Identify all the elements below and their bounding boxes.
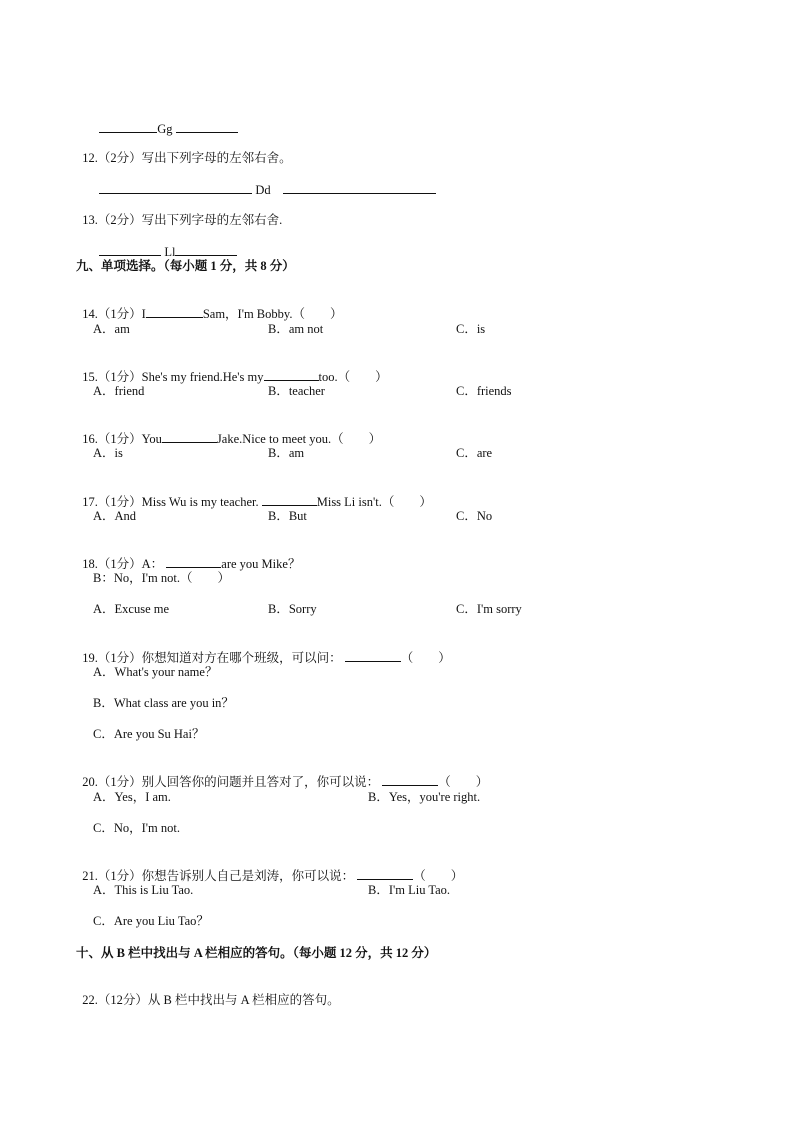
- answer-blank[interactable]: [99, 243, 161, 256]
- question-number: 14.: [82, 307, 98, 321]
- answer-blank[interactable]: [99, 120, 157, 133]
- option-c[interactable]: C．I'm sorry: [456, 602, 522, 616]
- option-b[interactable]: B．am: [268, 446, 305, 460]
- answer-blank[interactable]: [176, 120, 238, 133]
- q21-stem: [76, 851, 463, 884]
- question-score: （12分）: [97, 993, 148, 1007]
- question-text: （ ）: [438, 775, 489, 789]
- question-text: too.（ ）: [318, 370, 388, 384]
- q17-stem: [76, 477, 432, 510]
- q16-stem: [76, 414, 381, 447]
- option-b[interactable]: B．But: [268, 509, 307, 523]
- q18-second-line: B：No，I'm not.（ ）: [93, 571, 230, 585]
- answer-blank[interactable]: [99, 181, 252, 194]
- question-text: 你想知道对方在哪个班级，可以问：: [141, 651, 342, 665]
- question-text: Sam，I'm Bobby.（ ）: [202, 307, 343, 321]
- option-b[interactable]: B．Sorry: [268, 602, 317, 616]
- option-b[interactable]: B．am not: [268, 322, 324, 336]
- q13-answer-line: [93, 227, 237, 260]
- question-number: 22.: [82, 993, 98, 1007]
- q20-stem: [76, 757, 488, 790]
- answer-blank[interactable]: [382, 773, 438, 786]
- option-c[interactable]: C．Are you Su Hai？: [93, 727, 205, 741]
- question-text: I: [141, 307, 146, 321]
- answer-blank[interactable]: [283, 181, 436, 194]
- question-text: 你想告诉别人自己是刘涛，你可以说：: [141, 869, 355, 883]
- q12-answer-line: [93, 165, 436, 198]
- option-a[interactable]: A．friend: [93, 384, 145, 398]
- question-text: Miss Li isn't.（ ）: [316, 495, 432, 509]
- option-b[interactable]: B．I'm Liu Tao.: [368, 883, 451, 897]
- question-score: （1分）: [97, 869, 142, 883]
- option-c[interactable]: C．are: [456, 446, 493, 460]
- question-number: 16.: [82, 432, 98, 446]
- option-c[interactable]: C．Are you Liu Tao？: [93, 914, 209, 928]
- question-score: （1分）: [97, 775, 142, 789]
- option-c[interactable]: C．No: [456, 509, 493, 523]
- q12-stem: [76, 134, 292, 166]
- question-text: You: [141, 432, 162, 446]
- question-number: 13.: [82, 213, 98, 227]
- option-a[interactable]: A．is: [93, 446, 123, 460]
- question-text: 写出下列字母的左邻右舍.: [141, 213, 283, 227]
- question-text: 从 B 栏中找出与 A 栏相应的答句。: [147, 993, 340, 1007]
- question-text: A：: [141, 557, 164, 571]
- question-score: （1分）: [97, 370, 142, 384]
- q18-stem: [76, 539, 300, 572]
- question-score: （1分）: [97, 557, 142, 571]
- question-number: 20.: [82, 775, 98, 789]
- question-number: 12.: [82, 151, 98, 165]
- option-a[interactable]: A．Yes，I am.: [93, 790, 171, 804]
- question-text: Jake.Nice to meet you.（ ）: [216, 432, 382, 446]
- question-score: （1分）: [97, 651, 142, 665]
- option-b[interactable]: B．teacher: [268, 384, 325, 398]
- option-a[interactable]: A．What's your name？: [93, 665, 218, 679]
- answer-blank[interactable]: [162, 430, 217, 443]
- question-text: 别人回答你的问题并且答对了，你可以说：: [141, 775, 380, 789]
- section-title: 九、单项选择。（每小题 1 分，共 8 分）: [76, 259, 295, 273]
- question-text: She's my friend.He's my: [141, 370, 264, 384]
- option-b[interactable]: B．Yes，you're right.: [368, 790, 481, 804]
- q11-line: [93, 104, 238, 137]
- question-score: （1分）: [97, 495, 142, 509]
- question-number: 18.: [82, 557, 98, 571]
- option-c[interactable]: C．friends: [456, 384, 512, 398]
- question-score: （1分）: [97, 307, 142, 321]
- option-c[interactable]: C．No，I'm not.: [93, 821, 180, 835]
- answer-blank[interactable]: [175, 243, 237, 256]
- q15-stem: [76, 352, 388, 385]
- question-number: 21.: [82, 869, 98, 883]
- q14-stem: [76, 289, 342, 322]
- q22-stem: [76, 976, 340, 1008]
- question-text: are you Mike？: [221, 557, 301, 571]
- question-score: （2分）: [97, 213, 142, 227]
- letter: Dd: [255, 183, 271, 197]
- answer-blank[interactable]: [166, 555, 221, 568]
- answer-blank[interactable]: [262, 493, 317, 506]
- answer-blank[interactable]: [264, 368, 319, 381]
- answer-blank[interactable]: [345, 649, 401, 662]
- question-number: 17.: [82, 495, 98, 509]
- question-score: （1分）: [97, 432, 142, 446]
- q13-stem: [76, 196, 282, 228]
- q19-stem: [76, 633, 451, 666]
- answer-blank[interactable]: [146, 305, 203, 318]
- section-title: 十、从 B 栏中找出与 A 栏相应的答句。（每小题 12 分，共 12 分）: [76, 946, 437, 960]
- question-text: （ ）: [413, 869, 464, 883]
- question-number: 19.: [82, 651, 98, 665]
- question-score: （2分）: [97, 151, 142, 165]
- question-text: Miss Wu is my teacher.: [141, 495, 262, 509]
- option-a[interactable]: A．And: [93, 509, 137, 523]
- letter: Ll: [164, 245, 176, 259]
- question-text: （ ）: [400, 651, 451, 665]
- option-b[interactable]: B．What class are you in？: [93, 696, 234, 710]
- option-c[interactable]: C．is: [456, 322, 486, 336]
- letter: Gg: [157, 122, 173, 136]
- option-a[interactable]: A．This is Liu Tao.: [93, 883, 194, 897]
- answer-blank[interactable]: [357, 867, 413, 880]
- option-a[interactable]: A．Excuse me: [93, 602, 170, 616]
- option-a[interactable]: A．am: [93, 322, 130, 336]
- question-number: 15.: [82, 370, 98, 384]
- question-text: 写出下列字母的左邻右舍。: [141, 151, 292, 165]
